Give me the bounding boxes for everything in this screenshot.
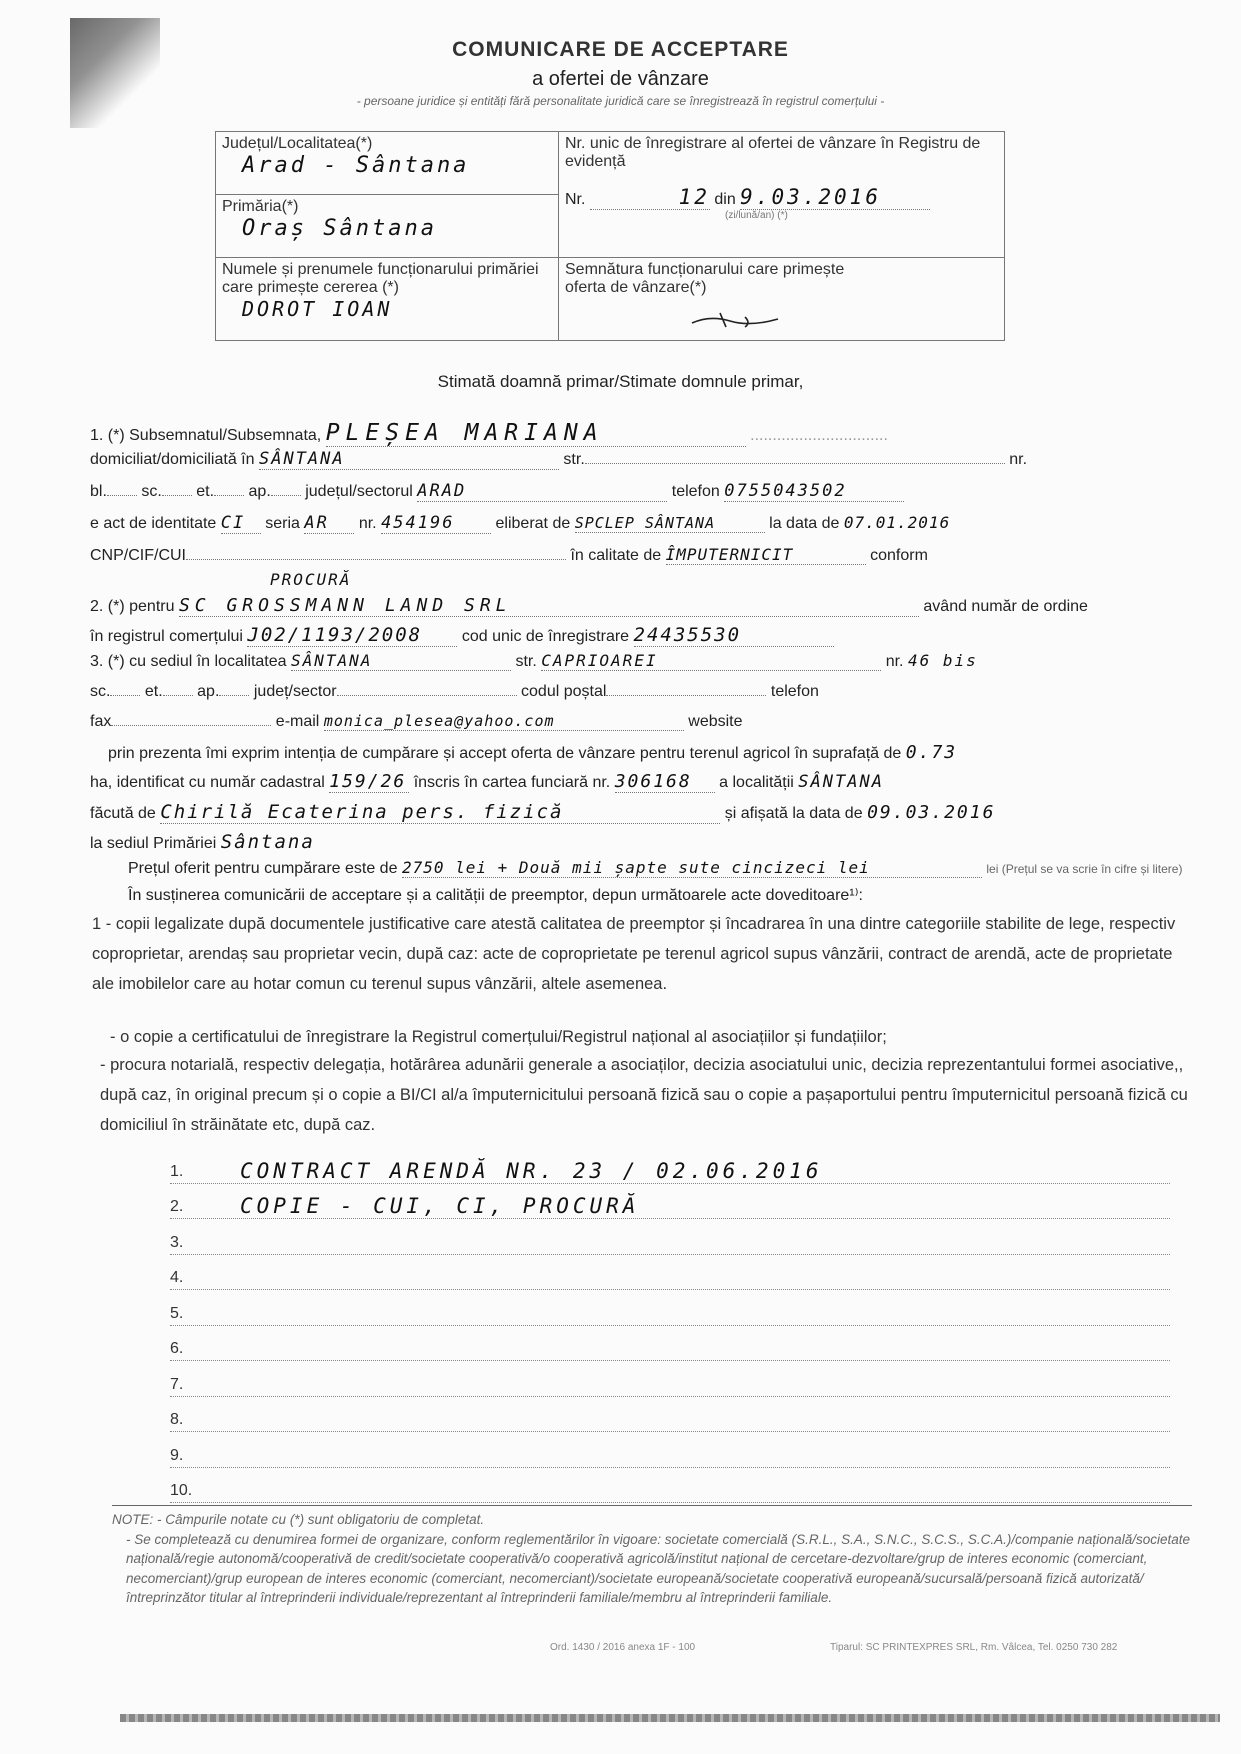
document-subtitle: a ofertei de vânzare	[532, 68, 709, 90]
inscris-label: înscris în cartea funciară nr.	[413, 774, 611, 791]
cui-label: cod unic de înregistrare	[461, 628, 630, 645]
sc2-label: sc.	[90, 683, 111, 700]
conform-label: conform	[870, 547, 928, 564]
l1-value: PLEȘEA MARIANA	[326, 420, 746, 447]
footer-right: Tiparul: SC PRINTEXPRES SRL, Rm. Vâlcea, Tel. 0250 730 282	[830, 1642, 1118, 1653]
l3-value: SÂNTANA	[291, 651, 511, 671]
list-item: 2. COPIE - CUI, CI, PROCURĂ	[170, 1184, 1170, 1220]
cnp-label: CNP/CIF/CUI	[90, 547, 186, 564]
paragraph-2: - o copie a certificatului de înregistrare la Registrul comerțului/Registrul național al asociațiilor și fundațiilor;	[110, 1028, 887, 1046]
nr-label-1: nr.	[1009, 451, 1028, 468]
functionar-label: Numele și prenumele funcționarului primăriei care primește cererea (*)	[222, 261, 539, 296]
note-2: - Se completează cu denumirea formei de organizare, conform reglementărilor în vigoare: societate comercială (S.R.L., S.A., S.N.C., S.C.S., S.C.A.)/companie națională/societate națională/regie autonomă/cooperativă de credit/societate cooperativă/o cooperativă agricolă/institut național de cercetare-dezvoltare/grup de interes economic (comerciant, necomerciant)/grup european de interes economic (comerciant, necomerciant)/societate europeană/societate cooperativă europeană/sucursală/persoană fizică autorizată/ întreprinzător titular al întreprinderii individuale/reprezentant al întreprinderii familiale/membru al întreprinderii familiale.	[126, 1531, 1190, 1605]
nr-act-value: 454196	[381, 513, 491, 534]
list-item: 5.	[170, 1290, 1170, 1326]
notes	[112, 1510, 1202, 1608]
calitate-label: în calitate de	[570, 547, 662, 564]
list-item: 8.	[170, 1397, 1170, 1433]
act-value: CI	[221, 513, 261, 534]
email-value: monica_plesea@yahoo.com	[324, 712, 684, 731]
str2-label: str.	[515, 653, 537, 670]
document-title: COMUNICARE DE ACCEPTARE	[452, 38, 789, 61]
list-item: 7.	[170, 1361, 1170, 1397]
act-label: e act de identitate	[90, 515, 217, 532]
nr2-label: nr.	[885, 653, 904, 670]
et-label: et.	[196, 483, 215, 500]
signature-mark	[690, 311, 780, 329]
l2-value: SC GROSSMANN LAND SRL	[179, 595, 919, 617]
ha-label: ha, identificat cu număr cadastral	[90, 774, 325, 791]
afisata-value: 09.03.2016	[867, 802, 996, 823]
primaria-value: Oraș Sântana	[242, 216, 437, 241]
judet-value: Arad - Sântana	[242, 153, 470, 178]
conform-value: PROCURĂ	[270, 570, 352, 589]
semnatura-label: Semnătura funcționarului care primește oferta de vânzare(*)	[565, 261, 845, 296]
sediu-value: Sântana	[220, 831, 315, 853]
l3-label: 3. (*) cu sediul în localitatea	[90, 653, 287, 670]
seria-value: AR	[304, 513, 354, 534]
din-label: din	[714, 191, 736, 208]
din-value: 9.03.2016	[740, 185, 930, 210]
nr-unic-label: Nr. unic de înregistrare al ofertei de vânzare în Registru de evidență	[565, 135, 981, 170]
fax-label: fax	[90, 713, 112, 730]
nr-value: 12	[590, 185, 710, 210]
ordine-label: având număr de ordine	[923, 598, 1088, 615]
sc-label: sc.	[141, 483, 162, 500]
list-item: 10.	[170, 1468, 1170, 1504]
seria-label: seria	[265, 515, 300, 532]
nr-act-label: nr.	[358, 515, 377, 532]
list-item: 3.	[170, 1219, 1170, 1255]
documents-list	[170, 1148, 1170, 1503]
intent-p1: prin prezenta îmi exprim intenția de cumpărare și accept oferta de vânzare pentru terenul agricol în suprafață de	[108, 745, 902, 762]
footer-left: Ord. 1430 / 2016 anexa 1F - 100	[550, 1642, 696, 1653]
list-item: 6.	[170, 1326, 1170, 1362]
pret-value: 2750 lei + Două mii șapte sute cincizeci lei	[402, 858, 982, 878]
telefon-value: 0755043502	[724, 481, 904, 502]
judet2-label: județ/sector	[253, 683, 337, 700]
localitatii-label: a localității	[719, 774, 794, 791]
document-scope: - persoane juridice și entități fără personalitate juridică care se înregistrează în registrul comerțului -	[356, 94, 885, 108]
pret-label: Prețul oferit pentru cumpărare este de	[128, 860, 398, 877]
l2-label: 2. (*) pentru	[90, 598, 175, 615]
domiciliat-label: domiciliat/domiciliată în	[90, 451, 255, 468]
l1-label: 1. (*) Subsemnatul/Subsemnata,	[90, 427, 322, 444]
judet-label: județul/sectorul	[305, 483, 413, 500]
ap-label: ap.	[248, 483, 271, 500]
postal-label: codul poștal	[521, 683, 607, 700]
scan-edge	[120, 1714, 1220, 1722]
eliberat-label: eliberat de	[495, 515, 571, 532]
domiciliat-value: SÂNTANA	[259, 449, 559, 470]
functionar-value: DOROT IOAN	[242, 297, 393, 321]
paragraph-3: - procura notarială, respectiv delegația, hotărârea adunării generale a asociaților, decizia asociatului unic, decizia reprezentantului formei asociative,, după caz, în original precum și o copie a BI/CI al/a împuternicitului persoană fizică sau o copie a pașaportului pentru împuternicitul persoană fizică cu domiciliul în străinătate etc, după caz.	[100, 1056, 1188, 1134]
cf-value: 306168	[615, 771, 715, 793]
facuta-label: făcută de	[90, 805, 156, 822]
sediu-label: la sediul Primăriei	[90, 835, 217, 852]
nr-label: Nr.	[565, 191, 586, 208]
afisata-label: și afișată la data de	[724, 805, 863, 822]
primaria-label: Primăria(*)	[222, 198, 299, 215]
la-data-label: la data de	[769, 515, 840, 532]
telefon2-label: telefon	[770, 683, 819, 700]
registru-value: J02/1193/2008	[247, 624, 457, 647]
judet-value: ARAD	[417, 481, 667, 502]
calitate-value: ÎMPUTERNICIT	[666, 545, 866, 565]
et2-label: et.	[144, 683, 163, 700]
facuta-value: Chirilă Ecaterina pers. fizică	[160, 801, 720, 824]
la-data-value: 07.01.2016	[843, 513, 951, 532]
salutation: Stimată doamnă primar/Stimate domnule primar,	[437, 372, 804, 391]
str2-value: CAPRIOAREI	[541, 651, 881, 671]
list-item: 9.	[170, 1432, 1170, 1468]
cadastral-value: 159/26	[329, 771, 409, 793]
pret-hint: lei (Prețul se va scrie în cifre și litere)	[986, 862, 1183, 876]
telefon-label: telefon	[671, 483, 720, 500]
list-item: 4.	[170, 1255, 1170, 1291]
cui-value: 24435530	[634, 624, 834, 647]
paragraph-1: 1 - copii legalizate după documentele justificative care atestă calitatea de preemptor și încadrarea în una dintre categoriile stabilite de lege, respectiv coproprietar, arendaș sau proprietar vecin, după caz: acte de coproprietate pe terenul agricol supus vânzării, contract de arendă, acte de proprietate ale imobilelor care au hotar comun cu terenul supus vânzării, altele asemenea.	[92, 915, 1176, 993]
eliberat-value: SPCLEP SÂNTANA	[575, 514, 765, 533]
nr2-value: 46 bis	[907, 651, 978, 670]
website-label: website	[688, 713, 743, 730]
document-page: COMUNICARE DE ACCEPTARE a ofertei de vânzare - persoane juridice și entități fără personalitate juridică care se înregistrează în registrul comerțului - Județul/Localitatea(*) Arad - Sântana Nr. unic de înregistrare al ofertei de vânzare în Registru de evidență Nr. 12 din 9.03.2016 (zi/lună/an) (*) Primăria(*) Oraș Sântana Numele și prenumele funcționarului primăriei care primește cererea (*) DOROT IOAN Semnătura funcționarului care primește oferta de vânzare(*) Stimată doamnă primar/Stimate domnule primar, 1. (*) Subsemnatul/Subsemnata, PLEȘEA MARIANA ............................... domiciliat/domiciliată în SÂNTANA str. nr. bl. sc. et. ap. județul/sectorul ARAD telefon 0755043502 e act de identitate CI seria AR nr. 454196 eliberat de SPCLEP SÂNTANA la data de 07.01.2016 CNP/CIF/CUI în calitate de ÎMPUTERNICIT conform PROCURĂ 2. (*) pentru SC GROSSMANN LAND SRL având număr de ordine în registrul comerțului J02/1193/2008 cod unic de înregistrare 24435530 3. (*) cu sediul în localitatea SÂNTANA str. CAPRIOAREI nr. 46 bis sc. et. ap. județ/sector codul poștal telefon fax e-mail monica_plesea@yahoo.com website prin prezenta îmi exprim intenția de cumpărare și accept oferta de vânzare pentru terenul agricol în suprafață de 0.73 ha, identificat cu număr cadastral 159/26 înscris în cartea funciară nr. 306168 a localității SÂNTANA făcută de Chirilă Ecaterina pers. fizică și afișată la data de 09.03.2016 la sediul Primăriei Sântana Prețul oferit pentru cumpărare este de 2750 lei + Două mii șapte sute cincizeci lei lei (Prețul se va scrie în cifre și litere) În susținerea comunicării de acceptare și a calității de preemptor, depun următoarele acte doveditoare¹⁾: 1 - copii legalizate după documentele justificative care atestă calitatea de preemptor și încadrarea în una dintre categoriile stabilite de lege, respectiv coproprietar, arendaș sau proprietar vecin, după caz: acte de coproprietate pe terenul agricol supus vânzării, contract de arendă, acte de proprietate ale imobilelor care au hotar comun cu terenul supus vânzării, altele asemenea. - o copie a certificatului de înregistrare la Registrul comerțului/Registrul național al asociațiilor și fundațiilor; - procura notarială, respectiv delegația, hotărârea adunării generale a asociaților, decizia asociatului unic, decizia reprezentantului formei asociative,, după caz, în original precum și o copie a BI/CI al/a împuternicitului persoană fizică sau o copie a pașaportului pentru împuternicitul persoană fizică cu domiciliul în străinătate etc, după caz. 1. CONTRACT ARENDĂ NR. 23 / 02.06.2016 2. COPIE - CUI, CI, PROCURĂ 3. 4. 5. 6. 7. 8. 9. 10. NOTE: - Câmpurile notate cu (*) sunt obligatoriu de completat. - Se completează cu denumirea formei de organizare, conform reglementărilor în vigoare: societate comercială (S.R.L., S.A., S.N.C., S.C.S., S.C.A.)/companie națională/societate națională/regie autonomă/cooperativă de credit/societate cooperativă/o cooperativă agricolă/institut național de cercetare-dezvoltare/grup de interes economic (comerciant, necomerciant)/grup european de interes economic (comerciant, necomerciant)/societate europeană/societate cooperativă europeană/sucursală/persoană fizică autorizată/ întreprinzător titular al întreprinderii individuale/reprezentant al întreprinderii familiale/membru al întreprinderii familiale. Ord. 1430 / 2016 anexa 1F - 100 Tiparul: SC PRINTEXPRES SRL, Rm. Vâlcea, Tel. 0250 730 282	[0, 0, 1241, 1754]
registration-box	[215, 131, 1005, 341]
notes-divider	[112, 1505, 1192, 1506]
note-1: NOTE: - Câmpurile notate cu (*) sunt obligatoriu de completat.	[112, 1512, 485, 1527]
judet-label: Județul/Localitatea(*)	[222, 135, 373, 152]
ap2-label: ap.	[197, 683, 220, 700]
email-label: e-mail	[275, 713, 320, 730]
sustinere-text: În susținerea comunicării de acceptare și a calității de preemptor, depun următoarele acte doveditoare¹⁾:	[128, 887, 863, 904]
intent-surface: 0.73	[905, 742, 958, 763]
date-hint: (zi/lună/an) (*)	[725, 210, 788, 221]
registru-label: în registrul comerțului	[90, 628, 243, 645]
str-label: str.	[563, 451, 585, 468]
list-item: 1. CONTRACT ARENDĂ NR. 23 / 02.06.2016	[170, 1148, 1170, 1184]
localitatii-value: SÂNTANA	[798, 772, 884, 792]
bl-label: bl.	[90, 483, 107, 500]
